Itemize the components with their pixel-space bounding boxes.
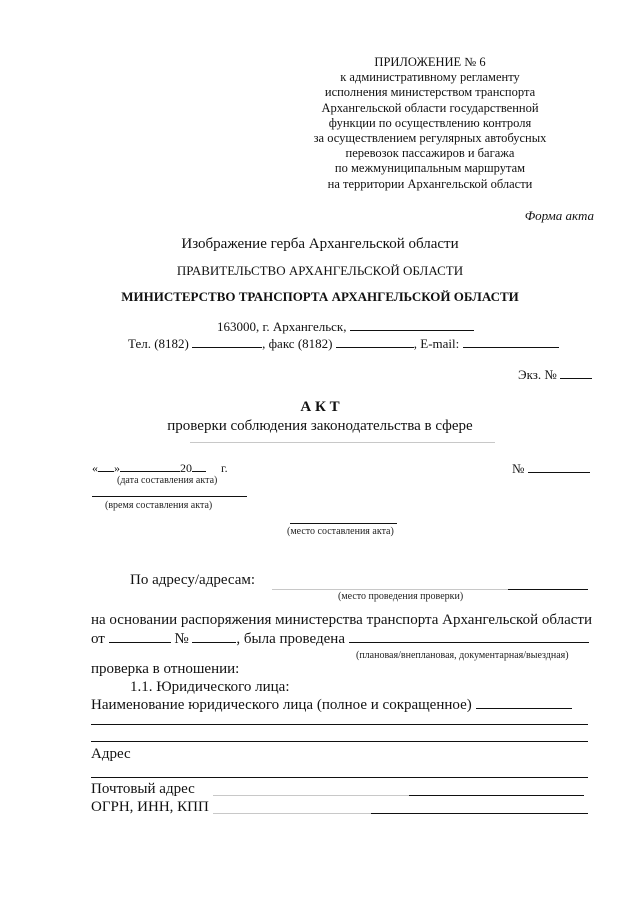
month-blank[interactable]: [120, 471, 180, 472]
ogrn-label: ОГРН, ИНН, КПП: [91, 799, 209, 815]
tel-blank[interactable]: [192, 347, 262, 348]
time-caption: (время составления акта): [105, 500, 213, 511]
type-caption: (плановая/внеплановая, документарная/выездная): [356, 650, 569, 661]
tel-label: Тел. (8182): [128, 336, 189, 351]
postal-fill-gray[interactable]: [213, 795, 409, 796]
form-label: Форма акта: [524, 208, 594, 223]
close-quote: »: [114, 461, 120, 475]
copy-label: Экз. №: [518, 367, 557, 382]
annex-line: функции по осуществлению контроля: [328, 115, 532, 130]
year-prefix: 20: [180, 461, 192, 475]
legal-entity-heading: 1.1. Юридического лица:: [130, 679, 290, 695]
ogrn-fill-gray[interactable]: [213, 813, 371, 814]
address-fill-line[interactable]: [508, 589, 588, 590]
year-suffix: г.: [221, 461, 228, 475]
postal-address-label: Почтовый адрес: [91, 781, 195, 797]
year-blank[interactable]: [192, 471, 206, 472]
ogrn-fill-line[interactable]: [371, 813, 588, 814]
address-label: По адресу/адресам:: [130, 572, 256, 588]
basis-text: на основании распоряжения министерства транспорта Архангельской области: [91, 612, 593, 628]
address-caption: (место проведения проверки): [338, 591, 464, 602]
annex-line: исполнения министерством транспорта: [324, 85, 536, 100]
act-number: [512, 461, 590, 477]
address-line: [217, 319, 474, 335]
act-subtitle: проверки соблюдения законодательства в сфере: [167, 418, 473, 434]
address-blank[interactable]: [350, 330, 474, 331]
order-no-label: №: [174, 631, 189, 647]
name-blank[interactable]: [476, 708, 572, 709]
annex-line: Архангельской области государственной: [321, 100, 539, 115]
name-fill-line-1[interactable]: [91, 724, 588, 725]
subtitle-fill-line[interactable]: [190, 442, 495, 443]
act-number-blank[interactable]: [528, 472, 590, 473]
fax-label: , факс (8182): [262, 336, 333, 351]
act-number-label: №: [512, 461, 525, 476]
place-caption: (место составления акта): [287, 526, 394, 537]
email-label: , E-mail:: [413, 336, 460, 351]
fax-blank[interactable]: [336, 347, 414, 348]
name-fill-line-2[interactable]: [91, 741, 588, 742]
time-blank[interactable]: [92, 496, 247, 497]
date-caption: (дата составления акта): [117, 475, 218, 486]
name-label: Наименование юридического лица (полное и сокращенное): [91, 697, 472, 713]
email-blank[interactable]: [463, 347, 559, 348]
order-date-blank[interactable]: [109, 642, 171, 643]
annex-line: за осуществлением регулярных автобусных: [313, 131, 547, 146]
address-field-label: Адрес: [91, 746, 131, 762]
inspection-regarding: проверка в отношении:: [91, 661, 240, 677]
address-fill-gray[interactable]: [272, 589, 508, 590]
copy-blank[interactable]: [560, 378, 592, 379]
address-fill-line-2[interactable]: [91, 777, 588, 778]
inspection-type-blank[interactable]: [349, 642, 589, 643]
copy-number: [518, 367, 592, 383]
date-line: [92, 461, 228, 476]
order-number-blank[interactable]: [192, 642, 236, 643]
from-label: от: [91, 631, 105, 647]
address-prefix: 163000, г. Архангельск,: [217, 319, 347, 334]
act-title: А К Т: [300, 399, 340, 415]
name-line: [91, 697, 572, 714]
annex-line: перевозок пассажиров и багажа: [345, 146, 515, 161]
day-blank[interactable]: [98, 471, 114, 472]
contacts-line: [128, 336, 559, 352]
open-quote: «: [92, 461, 98, 475]
postal-fill-line[interactable]: [409, 795, 584, 796]
order-line: [91, 631, 589, 648]
ministry-title: МИНИСТЕРСТВО ТРАНСПОРТА АРХАНГЕЛЬСКОЙ ОБЛАСТИ: [121, 289, 519, 304]
annex-line: по межмуниципальным маршрутам: [334, 161, 526, 176]
coat-of-arms-caption: Изображение герба Архангельской области: [181, 236, 459, 252]
annex-block: [300, 55, 560, 192]
annex-line: к административному регламенту: [340, 70, 520, 85]
place-blank[interactable]: [290, 523, 397, 524]
annex-line: ПРИЛОЖЕНИЕ № 6: [374, 55, 486, 69]
government-title: ПРАВИТЕЛЬСТВО АРХАНГЕЛЬСКОЙ ОБЛАСТИ: [176, 263, 464, 278]
annex-line: на территории Архангельской области: [327, 176, 533, 191]
conducted-label: , была проведена: [236, 631, 345, 647]
